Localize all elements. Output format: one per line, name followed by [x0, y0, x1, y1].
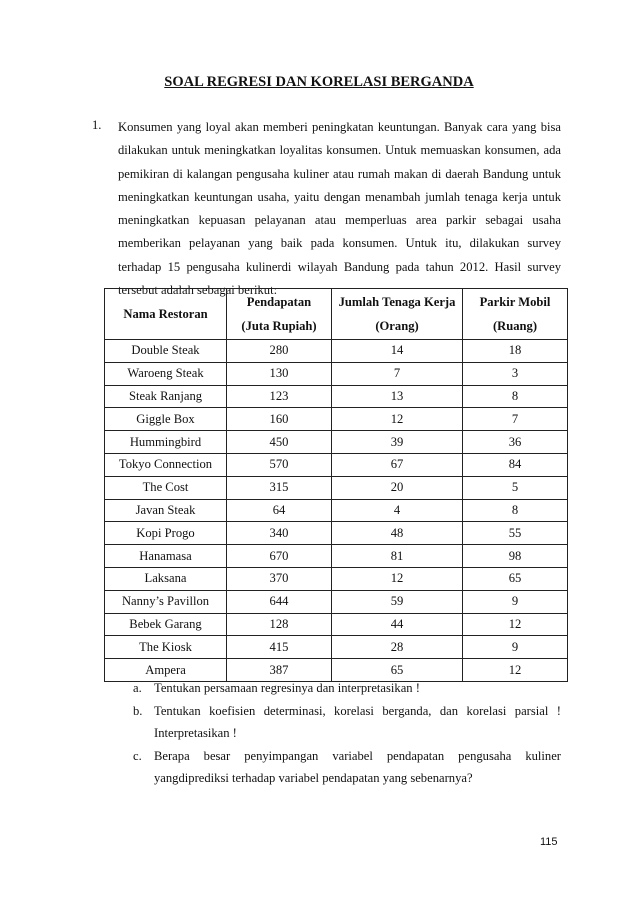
cell-parkir: 5 — [463, 476, 568, 499]
question-text: Konsumen yang loyal akan memberi peningkatan keuntungan. Banyak cara yang bisa dilakukan untuk meningkatkan loyalitas konsumen. Untuk memuaskan konsumen, ada pemikiran di kalangan pengusaha kuliner atau rumah makan di daerah Bandung untuk meningkatkan keuntungan usaha, yaitu dengan menambah jumlah tenaga kerja untuk meningkatkan kepuasan pelayanan atau memperluas area parkir sebagai usaha memberikan pelayanan yang baik pada konsumen. Untuk itu, dilakukan survey terhadap 15 pengusaha kulinerdi wilayah Bandung pada tahun 2012. Hasil survey tersebut adalah sebagai berikut: — [118, 120, 561, 298]
subquestion-label: c. — [133, 748, 142, 763]
page-number: 115 — [540, 836, 558, 848]
table-row — [105, 453, 568, 476]
cell-pendapatan: 64 — [227, 499, 332, 522]
table-body — [105, 340, 568, 682]
table-row — [105, 567, 568, 590]
survey-table — [104, 288, 568, 682]
header-label: Jumlah Tenaga Kerja — [338, 295, 456, 309]
table-row — [105, 476, 568, 499]
cell-restaurant: Ampera — [105, 659, 227, 682]
subquestion-text: Berapa besar penyimpangan variabel pendapatan pengusaha kuliner yangdiprediksi terhadap variabel pendapatan yang sebenarnya? — [154, 748, 561, 785]
cell-pendapatan: 670 — [227, 545, 332, 568]
cell-tenaga-kerja: 67 — [332, 453, 463, 476]
cell-restaurant: Double Steak — [105, 340, 227, 363]
header-pendapatan — [227, 289, 332, 340]
cell-pendapatan: 280 — [227, 340, 332, 363]
cell-restaurant: Kopi Progo — [105, 522, 227, 545]
cell-tenaga-kerja: 59 — [332, 590, 463, 613]
cell-parkir: 7 — [463, 408, 568, 431]
subquestion-text: Tentukan persamaan regresinya dan interpretasikan ! — [154, 681, 420, 695]
cell-pendapatan: 160 — [227, 408, 332, 431]
subquestion-text: Tentukan koefisien determinasi, korelasi berganda, dan korelasi parsial ! Interpretasikan ! — [154, 703, 561, 740]
cell-restaurant: Hanamasa — [105, 545, 227, 568]
header-unit: (Orang) — [375, 319, 419, 333]
subquestion-label: b. — [133, 703, 143, 718]
page-title: SOAL REGRESI DAN KORELASI BERGANDA — [164, 74, 474, 90]
table-row — [105, 636, 568, 659]
table-row — [105, 613, 568, 636]
cell-tenaga-kerja: 4 — [332, 499, 463, 522]
cell-tenaga-kerja: 7 — [332, 362, 463, 385]
cell-restaurant: Tokyo Connection — [105, 453, 227, 476]
cell-parkir: 55 — [463, 522, 568, 545]
cell-restaurant: Nanny’s Pavillon — [105, 590, 227, 613]
table-row — [105, 431, 568, 454]
header-unit: (Ruang) — [492, 319, 538, 333]
cell-tenaga-kerja: 39 — [332, 431, 463, 454]
header-tenaga-kerja — [332, 289, 463, 340]
cell-pendapatan: 123 — [227, 385, 332, 408]
cell-parkir: 65 — [463, 567, 568, 590]
cell-tenaga-kerja: 12 — [332, 408, 463, 431]
cell-parkir: 9 — [463, 590, 568, 613]
cell-parkir: 8 — [463, 499, 568, 522]
cell-restaurant: Hummingbird — [105, 431, 227, 454]
cell-restaurant: Steak Ranjang — [105, 385, 227, 408]
cell-tenaga-kerja: 14 — [332, 340, 463, 363]
table-row — [105, 590, 568, 613]
cell-pendapatan: 130 — [227, 362, 332, 385]
header-label: Parkir Mobil — [479, 295, 551, 309]
question-number: 1. — [92, 118, 102, 132]
table-row — [105, 499, 568, 522]
subquestion-item — [128, 700, 561, 745]
table-header-row — [105, 289, 568, 340]
table-row — [105, 545, 568, 568]
cell-restaurant: The Kiosk — [105, 636, 227, 659]
table-row — [105, 362, 568, 385]
cell-tenaga-kerja: 48 — [332, 522, 463, 545]
subquestion-label: a. — [133, 681, 142, 695]
cell-tenaga-kerja: 12 — [332, 567, 463, 590]
header-nama-restoran — [105, 289, 227, 340]
table-row — [105, 340, 568, 363]
cell-pendapatan: 315 — [227, 476, 332, 499]
cell-pendapatan: 450 — [227, 431, 332, 454]
cell-restaurant: Bebek Garang — [105, 613, 227, 636]
cell-parkir: 84 — [463, 453, 568, 476]
table-row — [105, 385, 568, 408]
cell-pendapatan: 387 — [227, 659, 332, 682]
cell-pendapatan: 415 — [227, 636, 332, 659]
cell-restaurant: Giggle Box — [105, 408, 227, 431]
subquestion-list — [128, 677, 561, 790]
cell-tenaga-kerja: 65 — [332, 659, 463, 682]
header-parkir-mobil — [463, 289, 568, 340]
cell-parkir: 36 — [463, 431, 568, 454]
cell-parkir: 8 — [463, 385, 568, 408]
subquestion-item — [128, 677, 561, 700]
cell-parkir: 12 — [463, 613, 568, 636]
cell-tenaga-kerja: 81 — [332, 545, 463, 568]
cell-parkir: 18 — [463, 340, 568, 363]
table-row — [105, 408, 568, 431]
cell-tenaga-kerja: 13 — [332, 385, 463, 408]
header-unit: (Juta Rupiah) — [241, 319, 317, 333]
cell-parkir: 98 — [463, 545, 568, 568]
cell-tenaga-kerja: 44 — [332, 613, 463, 636]
cell-pendapatan: 340 — [227, 522, 332, 545]
table-row — [105, 522, 568, 545]
cell-restaurant: Javan Steak — [105, 499, 227, 522]
cell-tenaga-kerja: 28 — [332, 636, 463, 659]
cell-restaurant: The Cost — [105, 476, 227, 499]
cell-parkir: 3 — [463, 362, 568, 385]
cell-restaurant: Waroeng Steak — [105, 362, 227, 385]
header-label: Pendapatan — [246, 295, 312, 309]
header-label: Nama Restoran — [123, 307, 208, 321]
cell-pendapatan: 370 — [227, 567, 332, 590]
cell-pendapatan: 570 — [227, 453, 332, 476]
cell-restaurant: Laksana — [105, 567, 227, 590]
cell-pendapatan: 644 — [227, 590, 332, 613]
subquestion-item — [128, 745, 561, 790]
cell-parkir: 9 — [463, 636, 568, 659]
cell-tenaga-kerja: 20 — [332, 476, 463, 499]
cell-parkir: 12 — [463, 659, 568, 682]
cell-pendapatan: 128 — [227, 613, 332, 636]
